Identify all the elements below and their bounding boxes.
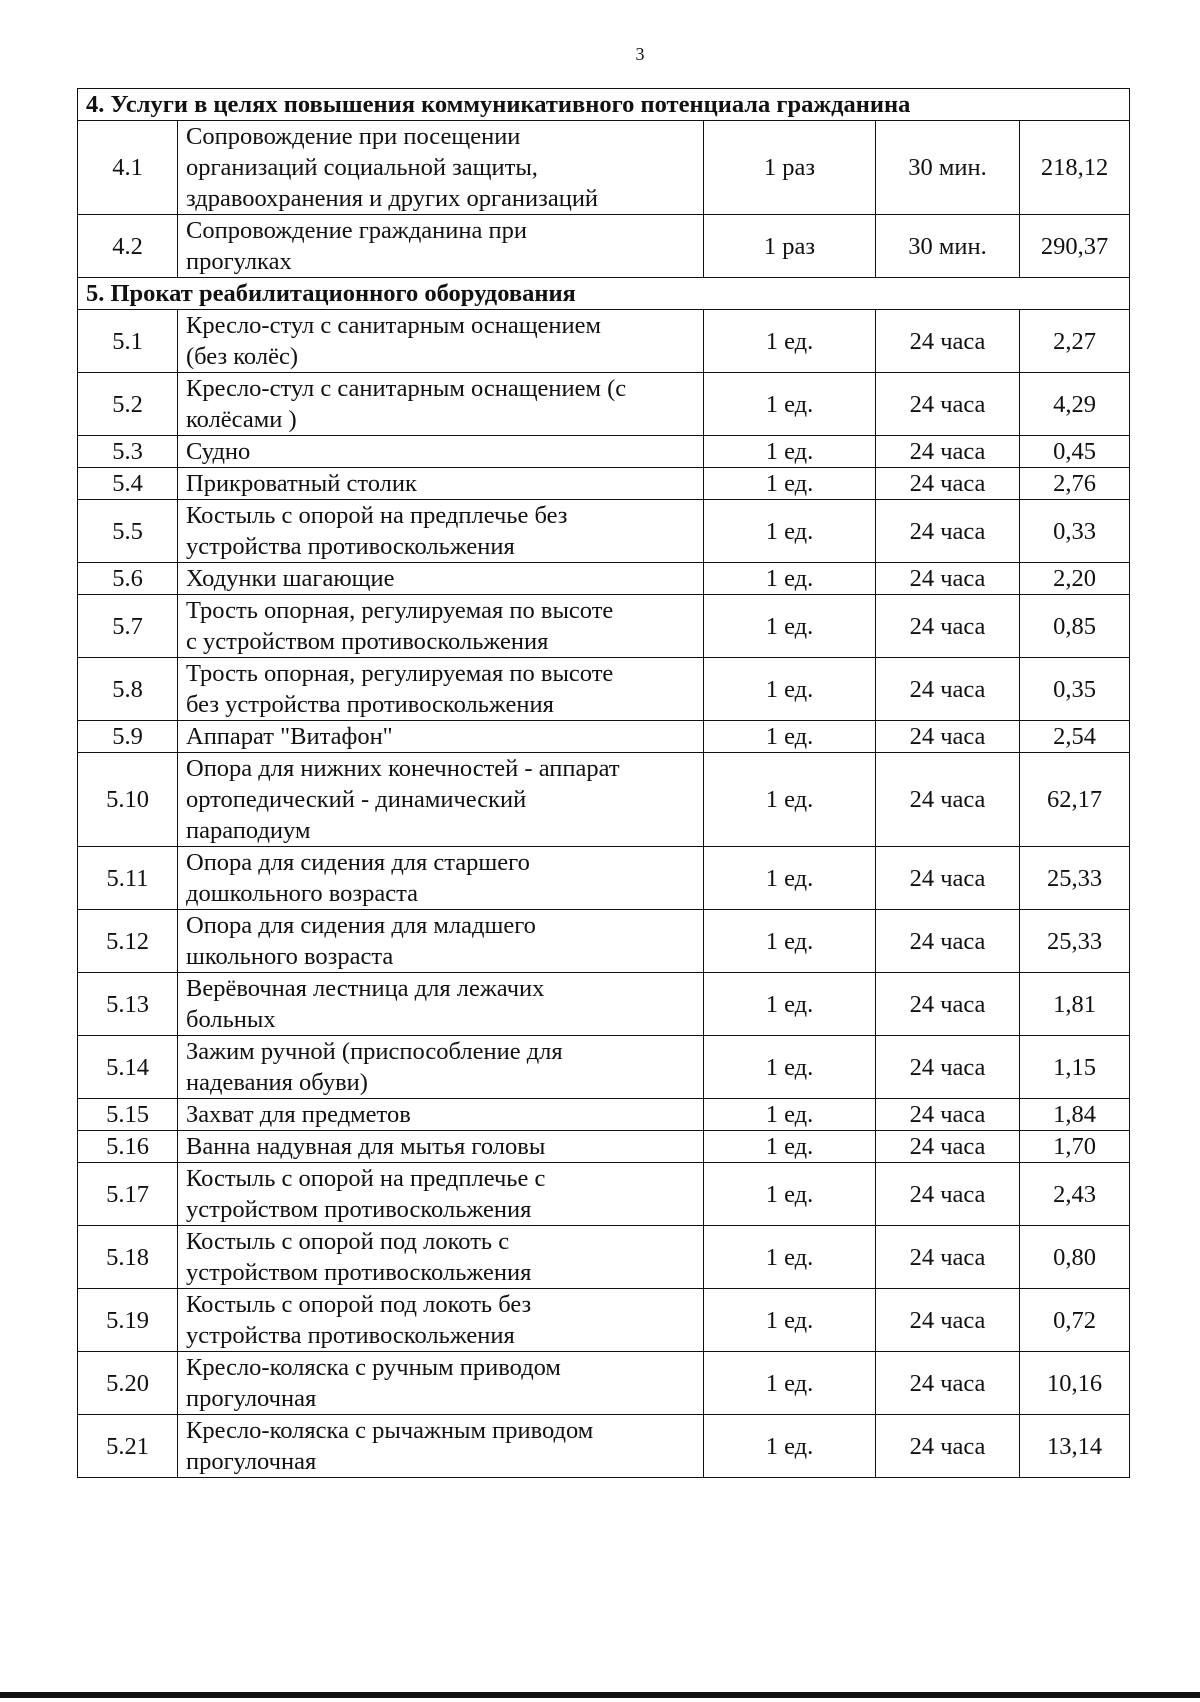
row-number: 5.12	[78, 910, 178, 973]
row-number: 5.18	[78, 1226, 178, 1289]
service-name	[178, 563, 704, 595]
service-name-line: Костыль с опорой на предплечье без	[186, 502, 568, 529]
row-number: 5.10	[78, 753, 178, 847]
row-number: 5.17	[78, 1163, 178, 1226]
service-name-line: прогулках	[186, 248, 292, 275]
service-name	[178, 1415, 704, 1478]
table-row	[78, 500, 1130, 563]
duration-cell: 24 часа	[876, 1289, 1020, 1352]
service-name-line: Прикроватный столик	[186, 470, 417, 497]
section-title: 5. Прокат реабилитационного оборудования	[78, 278, 1130, 310]
table-row	[78, 563, 1130, 595]
row-number: 4.2	[78, 215, 178, 278]
service-name-line: устройством противоскольжения	[186, 1196, 532, 1223]
service-name-line: прогулочная	[186, 1448, 317, 1475]
price-cell: 0,80	[1020, 1226, 1130, 1289]
price-cell: 0,85	[1020, 595, 1130, 658]
service-name-line: Зажим ручной (приспособление для	[186, 1038, 563, 1065]
service-name-line: Ходунки шагающие	[186, 565, 395, 592]
duration-cell: 24 часа	[876, 753, 1020, 847]
row-number: 5.13	[78, 973, 178, 1036]
table-row	[78, 373, 1130, 436]
unit-cell: 1 раз	[704, 121, 876, 215]
unit-cell: 1 ед.	[704, 1036, 876, 1099]
duration-cell: 24 часа	[876, 500, 1020, 563]
row-number: 5.11	[78, 847, 178, 910]
table-row	[78, 468, 1130, 500]
service-name-line: Аппарат "Витафон"	[186, 723, 393, 750]
duration-cell: 24 часа	[876, 658, 1020, 721]
row-number: 5.5	[78, 500, 178, 563]
service-name-line: Сопровождение при посещении	[186, 123, 521, 150]
service-name-line: здравоохранения и других организаций	[186, 185, 599, 212]
price-cell: 25,33	[1020, 847, 1130, 910]
service-name	[178, 310, 704, 373]
row-number: 5.15	[78, 1099, 178, 1131]
duration-cell: 24 часа	[876, 1036, 1020, 1099]
service-name-line: ортопедический - динамический	[186, 786, 527, 813]
service-name	[178, 753, 704, 847]
table-row	[78, 753, 1130, 847]
price-cell: 2,27	[1020, 310, 1130, 373]
unit-cell: 1 ед.	[704, 973, 876, 1036]
service-name	[178, 1131, 704, 1163]
row-number: 5.16	[78, 1131, 178, 1163]
price-cell: 4,29	[1020, 373, 1130, 436]
service-name	[178, 973, 704, 1036]
duration-cell: 24 часа	[876, 1131, 1020, 1163]
service-name-line: без устройства противоскольжения	[186, 691, 554, 718]
service-name-line: устройства противоскольжения	[186, 533, 515, 560]
service-name	[178, 1352, 704, 1415]
service-name	[178, 1099, 704, 1131]
table-row	[78, 1163, 1130, 1226]
service-name-line: Опора для нижних конечностей - аппарат	[186, 755, 620, 782]
service-name	[178, 436, 704, 468]
table-row	[78, 595, 1130, 658]
service-name-line: устройством противоскольжения	[186, 1259, 532, 1286]
price-cell: 62,17	[1020, 753, 1130, 847]
unit-cell: 1 ед.	[704, 500, 876, 563]
service-name-line: больных	[186, 1006, 276, 1033]
row-number: 5.7	[78, 595, 178, 658]
duration-cell: 24 часа	[876, 563, 1020, 595]
unit-cell: 1 ед.	[704, 753, 876, 847]
price-cell: 1,15	[1020, 1036, 1130, 1099]
unit-cell: 1 ед.	[704, 1226, 876, 1289]
section-header-row	[78, 89, 1130, 121]
duration-cell: 24 часа	[876, 373, 1020, 436]
service-name-line: Опора для сидения для старшего	[186, 849, 530, 876]
price-cell: 2,43	[1020, 1163, 1130, 1226]
table-row	[78, 1036, 1130, 1099]
service-name-line: параподиум	[186, 817, 311, 844]
service-name-line: (без колёс)	[186, 343, 298, 370]
section-title: 4. Услуги в целях повышения коммуникативного потенциала гражданина	[78, 89, 1130, 121]
service-name	[178, 1163, 704, 1226]
row-number: 5.21	[78, 1415, 178, 1478]
row-number: 5.1	[78, 310, 178, 373]
row-number: 5.20	[78, 1352, 178, 1415]
service-name	[178, 1289, 704, 1352]
row-number: 5.2	[78, 373, 178, 436]
service-name-line: надевания обуви)	[186, 1069, 368, 1096]
unit-cell: 1 ед.	[704, 1289, 876, 1352]
unit-cell: 1 ед.	[704, 468, 876, 500]
table-row	[78, 847, 1130, 910]
row-number: 5.19	[78, 1289, 178, 1352]
row-number: 5.14	[78, 1036, 178, 1099]
service-name-line: с устройством противоскольжения	[186, 628, 549, 655]
price-cell: 2,76	[1020, 468, 1130, 500]
price-cell: 1,70	[1020, 1131, 1130, 1163]
table-row	[78, 1226, 1130, 1289]
page-number: 3	[635, 44, 645, 64]
price-cell: 290,37	[1020, 215, 1130, 278]
duration-cell: 24 часа	[876, 721, 1020, 753]
price-cell: 1,84	[1020, 1099, 1130, 1131]
service-name-line: устройства противоскольжения	[186, 1322, 515, 1349]
table-row	[78, 310, 1130, 373]
service-name-line: дошкольного возраста	[186, 880, 418, 907]
duration-cell: 24 часа	[876, 1226, 1020, 1289]
service-name	[178, 721, 704, 753]
unit-cell: 1 ед.	[704, 1099, 876, 1131]
service-name-line: Сопровождение гражданина при	[186, 217, 527, 244]
duration-cell: 24 часа	[876, 1163, 1020, 1226]
price-cell: 0,45	[1020, 436, 1130, 468]
duration-cell: 24 часа	[876, 973, 1020, 1036]
price-cell: 1,81	[1020, 973, 1130, 1036]
table-row	[78, 1352, 1130, 1415]
price-cell: 218,12	[1020, 121, 1130, 215]
table-row	[78, 1415, 1130, 1478]
unit-cell: 1 ед.	[704, 721, 876, 753]
service-name-line: Ванна надувная для мытья головы	[186, 1133, 546, 1160]
service-name-line: Кресло-стул с санитарным оснащением (с	[186, 375, 627, 402]
unit-cell: 1 ед.	[704, 1163, 876, 1226]
service-name-line: Трость опорная, регулируемая по высоте	[186, 660, 614, 687]
service-name-line: организаций социальной защиты,	[186, 154, 538, 181]
table-row	[78, 1289, 1130, 1352]
table-row	[78, 721, 1130, 753]
row-number: 5.9	[78, 721, 178, 753]
unit-cell: 1 ед.	[704, 373, 876, 436]
service-name-line: Костыль с опорой под локоть с	[186, 1228, 510, 1255]
service-name	[178, 215, 704, 278]
unit-cell: 1 ед.	[704, 1131, 876, 1163]
service-name-line: Кресло-коляска с рычажным приводом	[186, 1417, 594, 1444]
service-name	[178, 373, 704, 436]
duration-cell: 24 часа	[876, 1415, 1020, 1478]
service-name	[178, 595, 704, 658]
price-cell: 2,20	[1020, 563, 1130, 595]
table-row	[78, 658, 1130, 721]
unit-cell: 1 ед.	[704, 595, 876, 658]
table-row	[78, 1099, 1130, 1131]
service-name	[178, 1226, 704, 1289]
service-name	[178, 121, 704, 215]
table-row	[78, 436, 1130, 468]
table-row	[78, 1131, 1130, 1163]
price-cell: 0,35	[1020, 658, 1130, 721]
duration-cell: 24 часа	[876, 310, 1020, 373]
duration-cell: 24 часа	[876, 847, 1020, 910]
table-row	[78, 910, 1130, 973]
duration-cell: 24 часа	[876, 1352, 1020, 1415]
service-name-line: прогулочная	[186, 1385, 317, 1412]
unit-cell: 1 ед.	[704, 1415, 876, 1478]
row-number: 5.3	[78, 436, 178, 468]
service-name	[178, 468, 704, 500]
row-number: 5.6	[78, 563, 178, 595]
service-name-line: Верёвочная лестница для лежачих	[186, 975, 545, 1002]
service-name-line: Трость опорная, регулируемая по высоте	[186, 597, 614, 624]
table-body	[78, 89, 1130, 1478]
service-name	[178, 1036, 704, 1099]
duration-cell: 24 часа	[876, 436, 1020, 468]
service-name-line: Захват для предметов	[186, 1101, 411, 1128]
service-name-line: Кресло-стул с санитарным оснащением	[186, 312, 602, 339]
duration-cell: 30 мин.	[876, 121, 1020, 215]
section-header-row	[78, 278, 1130, 310]
service-name	[178, 910, 704, 973]
price-cell: 2,54	[1020, 721, 1130, 753]
services-table	[77, 88, 1130, 1478]
service-name	[178, 847, 704, 910]
table-row	[78, 121, 1130, 215]
row-number: 5.8	[78, 658, 178, 721]
table-row	[78, 215, 1130, 278]
duration-cell: 24 часа	[876, 910, 1020, 973]
price-cell: 10,16	[1020, 1352, 1130, 1415]
duration-cell: 24 часа	[876, 595, 1020, 658]
price-cell: 0,33	[1020, 500, 1130, 563]
service-name	[178, 500, 704, 563]
price-cell: 25,33	[1020, 910, 1130, 973]
table-row	[78, 973, 1130, 1036]
service-name-line: Опора для сидения для младшего	[186, 912, 536, 939]
service-name-line: колёсами )	[186, 406, 297, 433]
price-cell: 0,72	[1020, 1289, 1130, 1352]
duration-cell: 24 часа	[876, 468, 1020, 500]
unit-cell: 1 раз	[704, 215, 876, 278]
duration-cell: 24 часа	[876, 1099, 1020, 1131]
unit-cell: 1 ед.	[704, 436, 876, 468]
service-name-line: Костыль с опорой на предплечье с	[186, 1165, 546, 1192]
service-name-line: Судно	[186, 438, 251, 465]
price-cell: 13,14	[1020, 1415, 1130, 1478]
row-number: 4.1	[78, 121, 178, 215]
service-name	[178, 658, 704, 721]
unit-cell: 1 ед.	[704, 847, 876, 910]
unit-cell: 1 ед.	[704, 563, 876, 595]
duration-cell: 30 мин.	[876, 215, 1020, 278]
row-number: 5.4	[78, 468, 178, 500]
service-name-line: школьного возраста	[186, 943, 394, 970]
unit-cell: 1 ед.	[704, 658, 876, 721]
unit-cell: 1 ед.	[704, 1352, 876, 1415]
unit-cell: 1 ед.	[704, 310, 876, 373]
bottom-rule	[0, 1692, 1200, 1698]
unit-cell: 1 ед.	[704, 910, 876, 973]
service-name-line: Костыль с опорой под локоть без	[186, 1291, 532, 1318]
service-name-line: Кресло-коляска с ручным приводом	[186, 1354, 561, 1381]
